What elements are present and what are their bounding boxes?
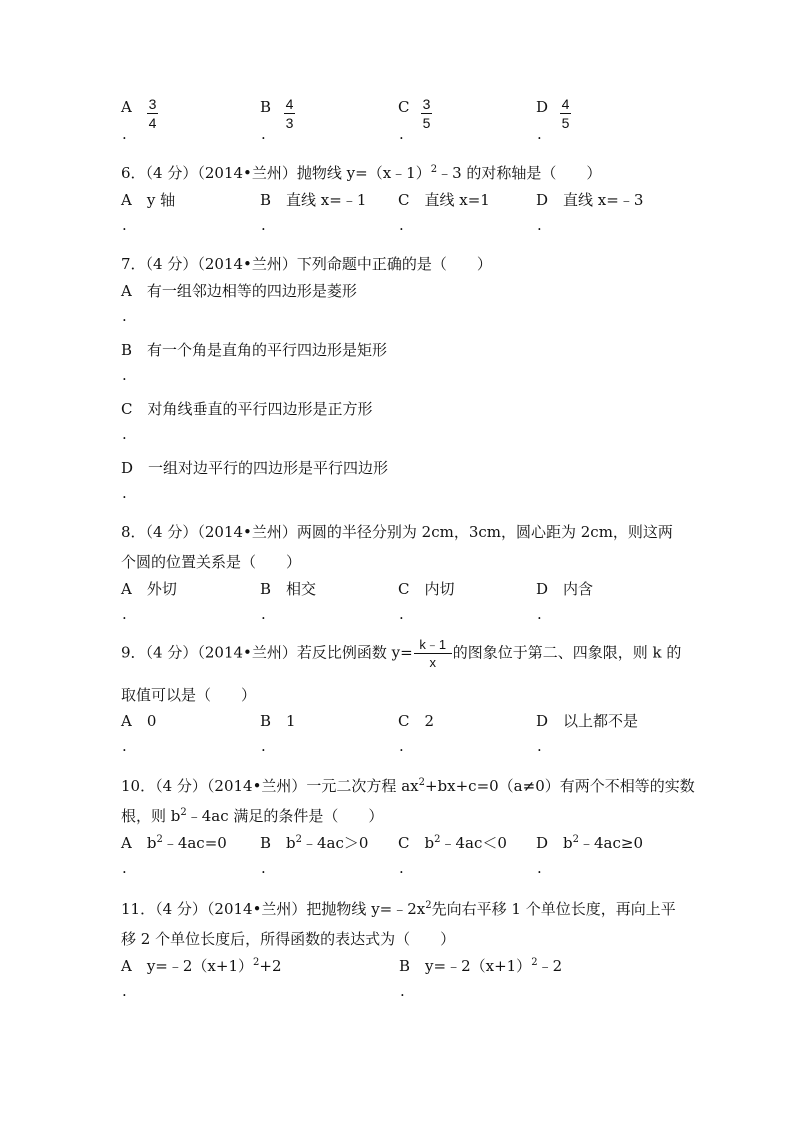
q11-option-a-sup: 2 [253,957,260,968]
q6-option-a-dot: . [122,216,127,234]
q11-option-a-pre: A y=﹣2（x+1） [121,957,253,975]
q10-option-b-sup: 2 [295,834,303,845]
q6-stem [121,162,601,183]
q5-option-b-numerator: 4 [285,96,294,112]
q5-option-d-dot: . [537,125,542,143]
q10-option-a-post: ﹣4ac=0 [162,834,227,852]
q11-superscript: 2 [425,900,432,911]
q10-option-b [260,832,368,853]
q9-option-a-dot: . [122,737,127,755]
q5-option-d-letter: D [536,98,549,116]
q11-stem-line1 [121,898,676,919]
q9-option-b-dot: . [261,737,266,755]
q11-option-a-post: +2 [259,957,282,975]
q10-option-b-post: ﹣4ac＞0 [302,834,369,852]
q5-option-a-letter: A [121,98,132,116]
q10-option-d-dot: . [537,859,542,877]
q9-fraction [414,638,452,669]
q10-stem-line1 [121,775,695,796]
q6-option-b-dot: . [261,216,266,234]
q10-option-d-pre: D b [536,834,573,852]
q10-option-a-dot: . [122,859,127,877]
q7-option-d: D 一组对边平行的四边形是平行四边形 [121,459,389,477]
q9-option-c-dot: . [399,737,404,755]
q5-option-b-letter: B [260,98,272,116]
q10-stem-pre: 10．（4 分）（2014•兰州）一元二次方程 ax [121,777,419,795]
q5-option-d-fraction [560,97,571,130]
q9-option-d-dot: . [537,737,542,755]
q9-stem-post: 的图象位于第二、四象限，则 k 的 [452,643,682,662]
q6-option-a: A y 轴 [121,191,176,209]
q6-option-c-dot: . [399,216,404,234]
q5-option-c-numerator: 3 [422,96,431,112]
q8-option-a: A 外切 [121,580,177,598]
q10-option-a [121,832,227,853]
q11-option-b-dot: . [400,982,405,1000]
q10-line2-post: ﹣4ac 满足的条件是（ ） [186,807,384,825]
q11-option-a [121,955,282,976]
q5-option-d-numerator: 4 [561,96,570,112]
q10-option-c-dot: . [399,859,404,877]
q6-option-d-dot: . [537,216,542,234]
q6-stem-text: 6．（4 分）（2014•兰州）抛物线 y=（x﹣1） [121,164,431,182]
q10-option-b-dot: . [261,859,266,877]
q11-option-b-pre: B y=﹣2（x+1） [399,957,532,975]
q10-stem-line2 [121,805,383,826]
q9-stem-line2: 取值可以是（ ） [121,686,257,704]
q6-option-d: D 直线 x=﹣3 [536,191,644,209]
q10-option-c-sup: 2 [434,834,441,845]
q8-option-d: D 内含 [536,580,594,598]
q6-superscript: 2 [430,164,438,175]
q11-option-b [399,955,562,976]
q11-stem-post: 先向右平移 1 个单位长度，再向上平 [431,900,676,918]
q5-option-b-dot: . [261,125,266,143]
q10-line2-superscript: 2 [180,807,187,818]
q7-option-a: A 有一组邻边相等的四边形是菱形 [121,282,357,300]
q8-option-b: B 相交 [260,580,317,598]
q5-option-a-denominator: 4 [148,115,157,131]
q7-stem: 7．（4 分）（2014•兰州）下列命题中正确的是（ ） [121,255,492,273]
q11-option-b-sup: 2 [531,957,538,968]
q6-stem-tail: ﹣3 的对称轴是（ ） [437,164,602,182]
q10-line2-pre: 根，则 b [121,807,181,825]
q10-option-a-pre: A b [121,834,157,852]
q10-option-c-post: ﹣4ac＜0 [440,834,507,852]
q7-option-b: B 有一个角是直角的平行四边形是矩形 [121,341,388,359]
q10-option-c-pre: C b [398,834,435,852]
q8-option-b-dot: . [261,605,266,623]
q11-option-a-dot: . [122,982,127,1000]
q5-option-a-fraction [147,97,158,130]
q10-option-c [398,832,507,853]
q6-option-b: B 直线 x=﹣1 [260,191,367,209]
q8-option-a-dot: . [122,605,127,623]
q5-option-c-fraction [421,97,432,130]
q8-option-c-dot: . [399,605,404,623]
q5-option-d-denominator: 5 [561,115,570,131]
q10-option-d [536,832,643,853]
q10-option-a-sup: 2 [156,834,163,845]
q9-stem-line1 [121,638,681,669]
q9-stem-pre: 9．（4 分）（2014•兰州）若反比例函数 y= [121,643,413,662]
q11-stem-line2: 移 2 个单位长度后，所得函数的表达式为（ ） [121,930,456,948]
q10-option-d-post: ﹣4ac≥0 [579,834,644,852]
q10-option-d-sup: 2 [572,834,580,845]
q8-stem-line1: 8．（4 分）（2014•兰州）两圆的半径分别为 2cm，3cm，圆心距为 2cm，则这两 [121,523,673,541]
q9-option-c: C 2 [398,712,435,730]
q5-option-c-denominator: 5 [422,115,431,131]
q7-option-d-dot: . [122,484,127,502]
q10-superscript: 2 [418,777,425,788]
q8-option-c: C 内切 [398,580,455,598]
q11-option-b-post: ﹣2 [537,957,563,975]
q9-option-a: A 0 [121,712,157,730]
q9-fraction-denominator: x [429,655,436,670]
q7-option-a-dot: . [122,307,127,325]
q9-option-b: B 1 [260,712,296,730]
q9-option-d: D 以上都不是 [536,712,639,730]
q5-option-b-denominator: 3 [285,115,294,131]
q5-option-a-dot: . [122,125,127,143]
q5-option-a-numerator: 3 [148,96,157,112]
q9-fraction-numerator: k﹣1 [419,637,447,652]
q8-option-d-dot: . [537,605,542,623]
q6-option-c: C 直线 x=1 [398,191,490,209]
q11-stem-pre: 11．（4 分）（2014•兰州）把抛物线 y=﹣2x [121,900,426,918]
q10-stem-post: +bx+c=0（a≠0）有两个不相等的实数 [424,777,695,795]
q5-option-c-dot: . [399,125,404,143]
q7-option-b-dot: . [122,366,127,384]
q5-option-c-letter: C [398,98,410,116]
q7-option-c: C 对角线垂直的平行四边形是正方形 [121,400,373,418]
q8-stem-line2: 个圆的位置关系是（ ） [121,553,302,571]
q7-option-c-dot: . [122,425,127,443]
q10-option-b-pre: B b [260,834,296,852]
q5-option-b-fraction [284,97,295,130]
